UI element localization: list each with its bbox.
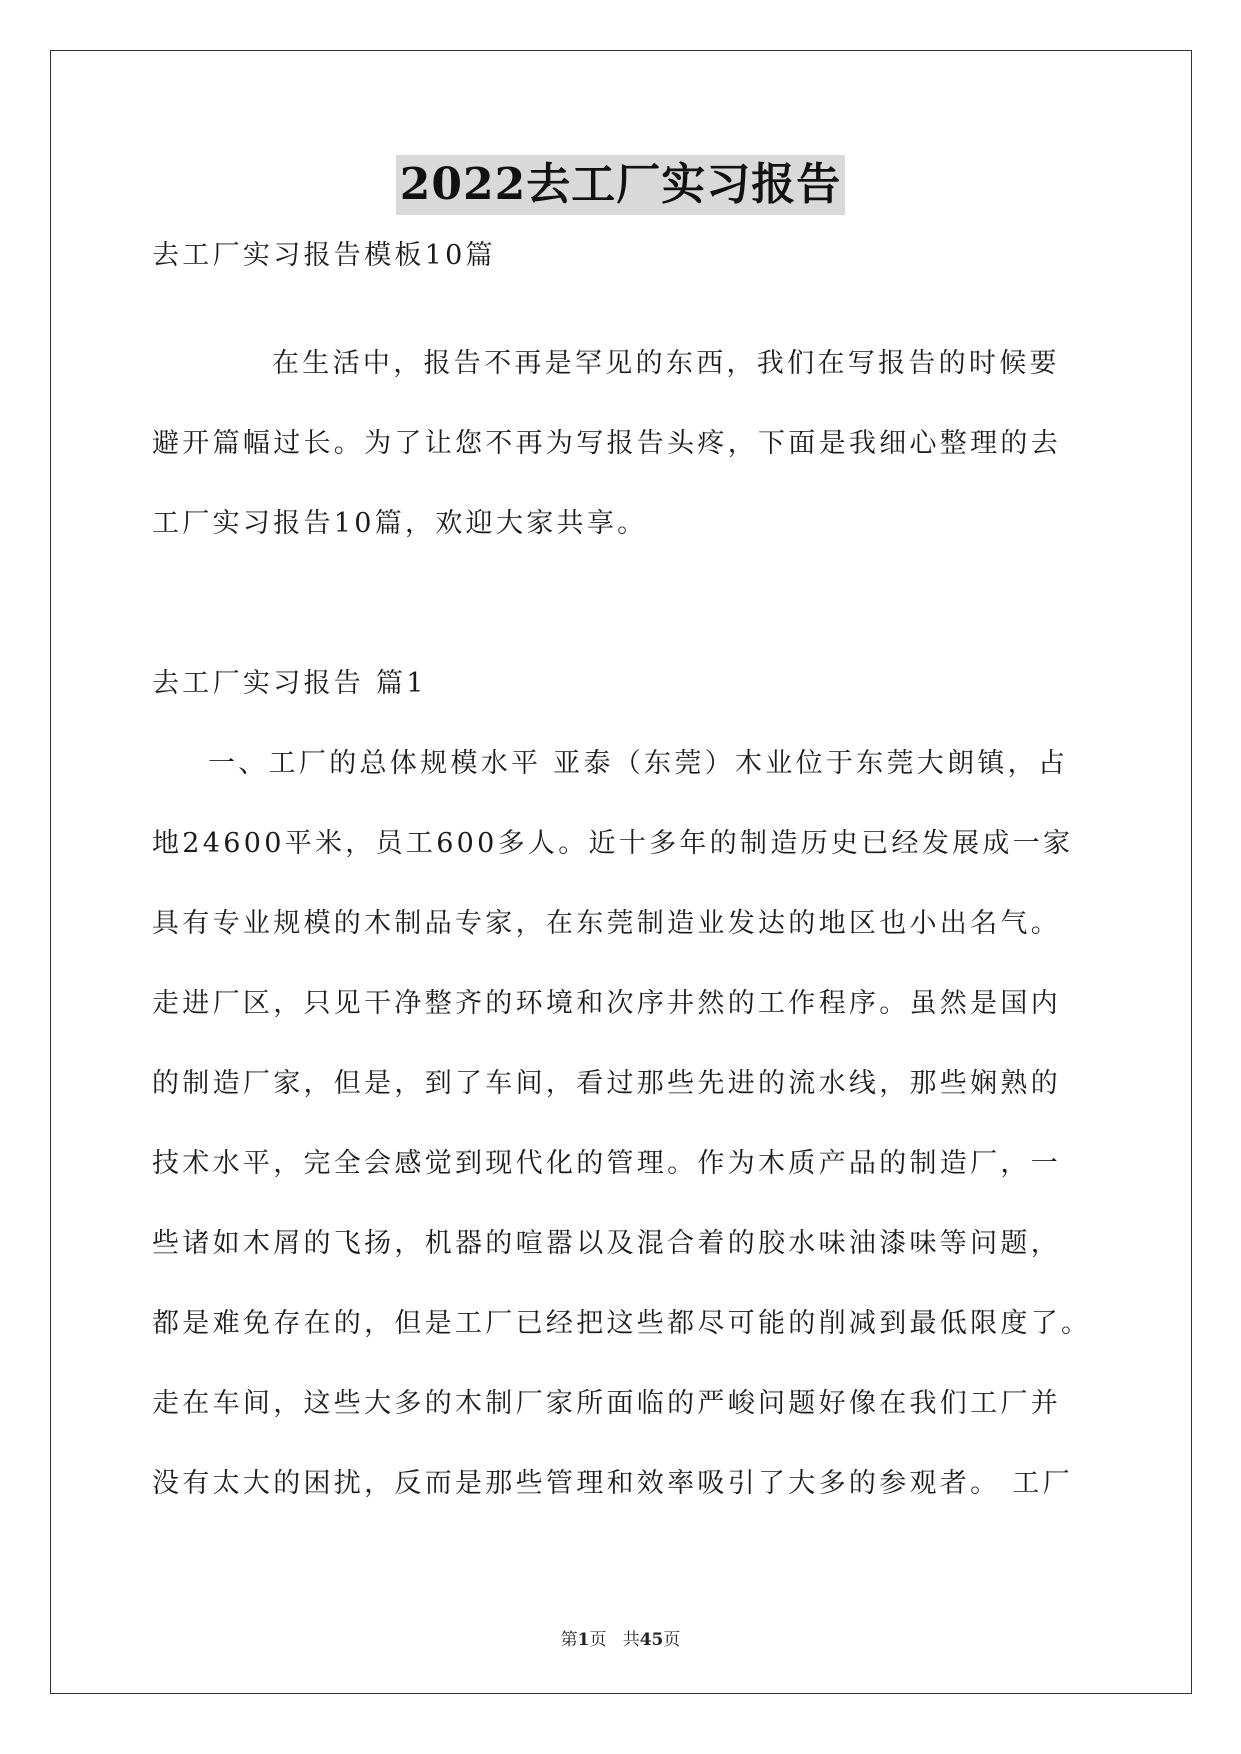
page-footer: [0, 1628, 1241, 1652]
page-prefix: 第: [560, 1630, 578, 1650]
body-line-1: 一、工厂的总体规模水平 亚泰（东莞）木业位于东莞大朗镇，占: [208, 748, 1069, 779]
intro-line-3: 工厂实习报告10篇，欢迎大家共享。: [152, 508, 648, 539]
intro-line-1: 在生活中，报告不再是罕见的东西，我们在写报告的时候要: [272, 348, 1060, 379]
page-number: 1: [577, 1630, 590, 1650]
body-line-4: 走进厂区，只见干净整齐的环境和次序井然的工作程序。虽然是国内: [152, 988, 1061, 1019]
body-line-7: 些诸如木屑的飞扬，机器的喧嚣以及混合着的胶水味油漆味等问题，: [152, 1228, 1061, 1259]
body-line-3: 具有专业规模的木制品专家，在东莞制造业发达的地区也小出名气。: [152, 908, 1061, 939]
document-subtitle: 去工厂实习报告模板10篇: [152, 240, 496, 271]
section-heading: 去工厂实习报告 篇1: [152, 668, 427, 699]
total-pages: 45: [639, 1630, 664, 1650]
page-suffix: 页: [589, 1630, 607, 1650]
title-container: [0, 155, 1241, 215]
body-line-10: 没有太大的困扰，反而是那些管理和效率吸引了大多的参观者。 工厂: [152, 1468, 1073, 1499]
total-suffix: 页: [663, 1630, 681, 1650]
page-border: [50, 50, 1192, 1694]
total-prefix: 共: [622, 1630, 640, 1650]
body-line-2: 地24600平米，员工600多人。近十多年的制造历史已经发展成一家: [152, 828, 1074, 859]
body-line-6: 技术水平，完全会感觉到现代化的管理。作为木质产品的制造厂，一: [152, 1148, 1061, 1179]
body-line-5: 的制造厂家，但是，到了车间，看过那些先进的流水线，那些娴熟的: [152, 1068, 1061, 1099]
body-line-9: 走在车间，这些大多的木制厂家所面临的严峻问题好像在我们工厂并: [152, 1388, 1061, 1419]
body-line-8: 都是难免存在的，但是工厂已经把这些都尽可能的削减到最低限度了。: [152, 1308, 1092, 1339]
document-title: 2022去工厂实习报告: [396, 155, 845, 215]
intro-line-2: 避开篇幅过长。为了让您不再为写报告头疼，下面是我细心整理的去: [152, 428, 1061, 459]
